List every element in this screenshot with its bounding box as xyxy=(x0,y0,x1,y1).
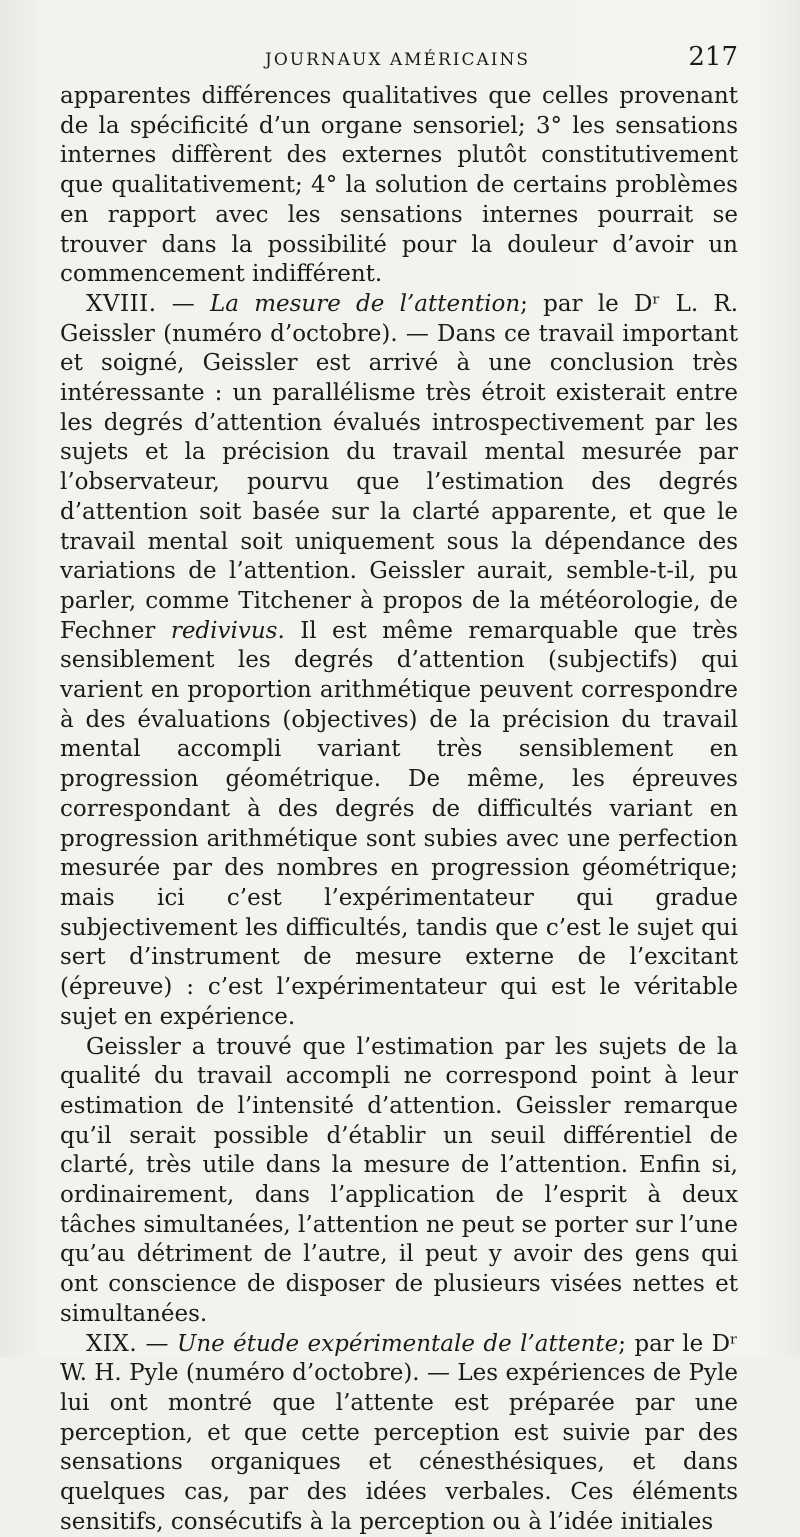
section-xviii xyxy=(60,290,738,1033)
section-numeral: XVIII. xyxy=(86,290,157,317)
paragraph-text: ; par le Dʳ W. H. Pyle (numéro d’octobre). — Les expériences de Pyle lui ont montré que l’attente est préparée par une perception, et que cette perception est suivie par des sensations organiques et cénesthésiques, et dans quelques cas, par des idées verbales. Ces éléments sensitifs, consécutifs à la perception ou à l’idée initiales xyxy=(60,1330,738,1535)
section-xix xyxy=(60,1330,738,1537)
paragraph-text: Geissler a trouvé que l’estimation par les sujets de la qualité du travail accompli ne correspond point à leur estimation de l’intensité d’attention. Geissler remarque qu’il serait possible d’établir un seuil différentiel de clarté, très utile dans la mesure de l’attention. Enfin si, ordinairement, dans l’application de l’esprit à deux tâches simultanées, l’attention ne peut se porter sur l’une qu’au détriment de l’autre, il peut y avoir des gens qui ont conscience de disposer de plusieurs visées nettes et simultanées. xyxy=(60,1033,738,1327)
paragraph-text: apparentes différences qualitatives que celles provenant de la spécificité d’un organe sensoriel; 3° les sensations internes diffèrent des externes plutôt constitutivement que qualitativement; 4° la solution de certains problèmes en rapport avec les sensations internes pourrait se trouver dans la possibilité pour la douleur d’avoir un commencement indifférent. xyxy=(60,83,738,288)
section-title: Une étude expérimentale de l’attente xyxy=(176,1330,619,1357)
paragraph-continuation xyxy=(60,82,738,290)
italic-term: redivivus xyxy=(170,617,278,644)
body-text xyxy=(60,82,738,1537)
paragraph-text: ; par le Dʳ L. R. Geissler (numéro d’octobre). — Dans ce travail important et soigné, Geissler est arrivé à une conclusion très intéressante : un parallélisme très étroit existerait entre les degrés d’attention évalués introspectivement par les sujets et la précision du travail mental mesurée par l’observateur, pourvu que l’estimation des degrés d’attention soit basée sur la clarté apparente, et que le travail mental soit uniquement sous la dépendance des variations de l’attention. Geissler aurait, semble-t-il, pu parler, comme Titchener à propos de la météorologie, de Fechner xyxy=(60,290,739,644)
section-numeral: XIX. xyxy=(86,1330,138,1357)
paragraph-geissler xyxy=(60,1033,738,1330)
section-dash: — xyxy=(137,1330,177,1357)
running-title: JOURNAUX AMÉRICAINS xyxy=(265,50,530,70)
page-header xyxy=(60,40,740,74)
page-number: 217 xyxy=(688,42,738,72)
paragraph-text-after: . Il est même remarquable que très sensiblement les degrés d’attention (subjectifs) qui varient en proportion arithmétique peuvent correspondre à des évaluations (objectives) de la précision du travail mental accompli variant très sensiblement en progression géométrique. De même, les épreuves correspondant à des degrés de difficultés variant en progression arithmétique sont subies avec une perfection mesurée par des nombres en progression géométrique; mais ici c’est l’expérimentateur qui gradue subjectivement les difficultés, tandis que c’est le sujet qui sert d’instrument de mesure externe de l’excitant (épreuve) : c’est l’expérimentateur qui est le véritable sujet en expérience. xyxy=(60,617,738,1030)
section-title: La mesure de l’attention xyxy=(210,290,521,317)
section-dash: — xyxy=(156,290,210,317)
